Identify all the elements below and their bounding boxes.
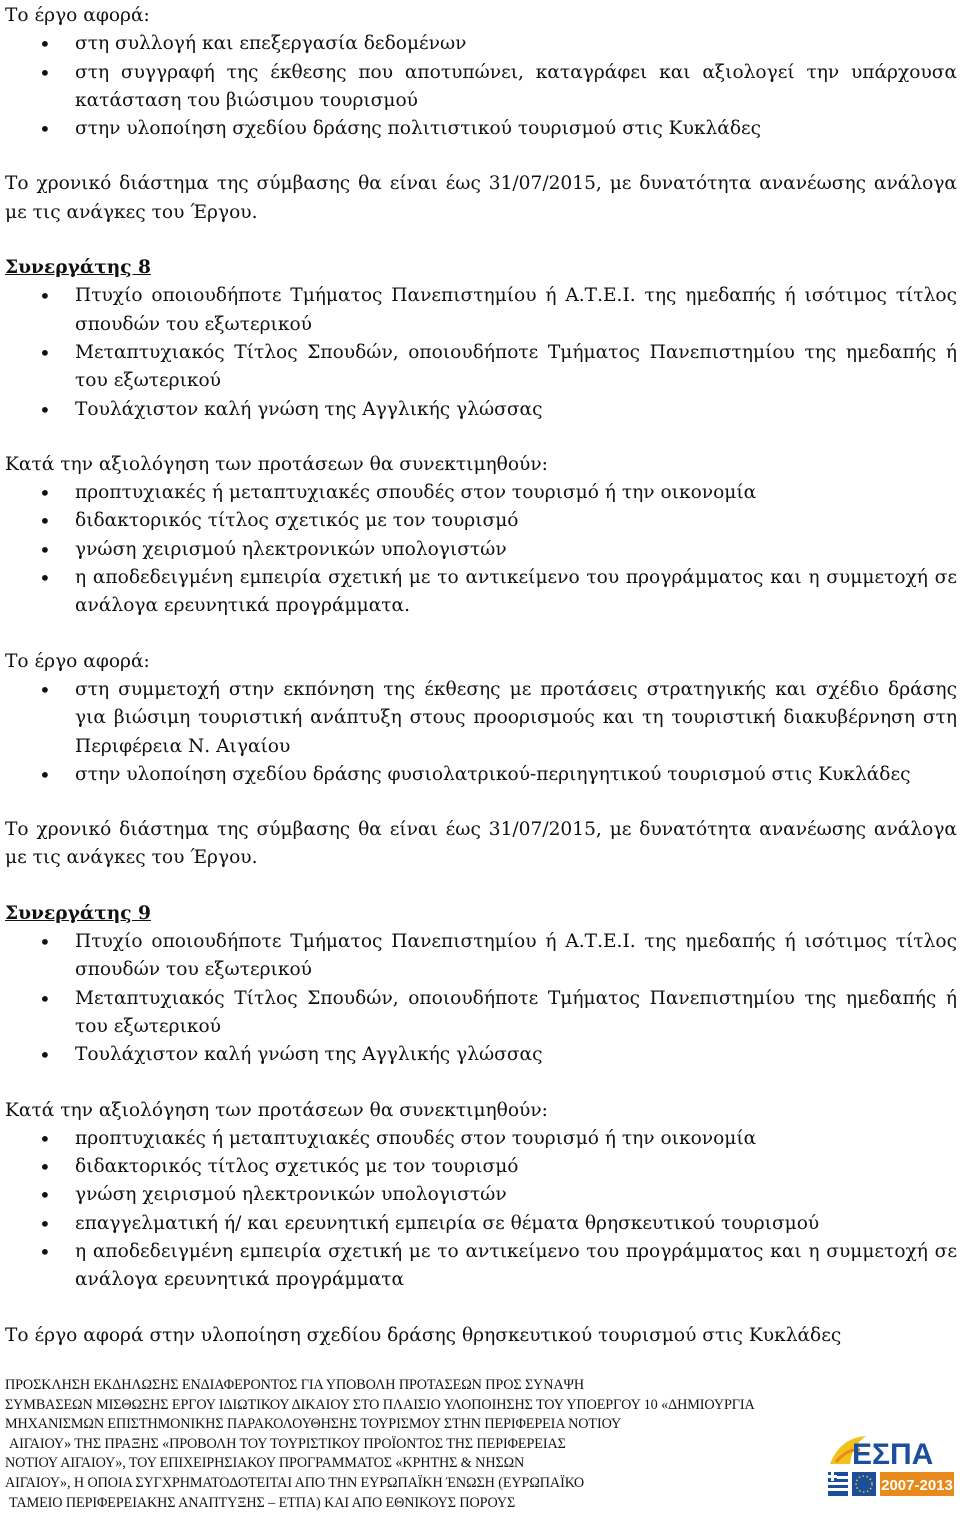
logo-text: ΕΣΠΑ xyxy=(852,1438,934,1471)
evaluation-intro: Κατά την αξιολόγηση των προτάσεων θα συνεκτιμηθούν: xyxy=(5,1099,548,1121)
footer-line: ΠΡΟΣΚΛΗΣΗ ΕΚΔΗΛΩΣΗΣ ΕΝΔΙΑΦΕΡΟΝΤΟΣ ΓΙΑ ΥΠΟΒΟΛΗ ΠΡΟΤΑΣΕΩΝ ΠΡΟΣ ΣΥΝΑΨΗ xyxy=(5,1377,585,1393)
list-item: • η αποδεδειγμένη εμπειρία σχετική με το αντικείμενο του προγράμματος και η συμμετοχή σε ανάλογα ερευνητικά προγράμματα xyxy=(5,1238,957,1295)
duration-paragraph: Το χρονικό διάστημα της σύμβασης θα είναι έως 31/07/2015, με δυνατότητα ανανέωσης ανάλογα με τις ανάγκες του Έργου. xyxy=(5,819,957,869)
list-item: • επαγγελματική ή/ και ερευνητική εμπειρία σε θέματα θρησκευτικού τουρισμού xyxy=(5,1210,957,1238)
list-item: • διδακτορικός τίτλος σχετικός με τον τουρισμό xyxy=(5,1153,957,1181)
list-item: • προπτυχιακές ή μεταπτυχιακές σπουδές στον τουρισμό ή την οικονομία xyxy=(5,1125,957,1153)
task-list-1 xyxy=(5,30,957,143)
footer-line: ΤΑΜΕΙΟ ΠΕΡΙΦΕΡΕΙΑΚΗΣ ΑΝΑΠΤΥΞΗΣ – ΕΤΠΑ) ΚΑΙ ΑΠΟ ΕΘΝΙΚΟΥΣ ΠΟΡΟΥΣ xyxy=(9,1494,516,1511)
list-item: • Τουλάχιστον καλή γνώση της Αγγλικής γλώσσας xyxy=(5,396,957,424)
evaluation-list-9 xyxy=(5,1125,957,1295)
closing-paragraph: Το έργο αφορά στην υλοποίηση σχεδίου δράσης θρησκευτικού τουρισμού στις Κυκλάδες xyxy=(5,1324,842,1346)
section-heading: Συνεργάτης 8 xyxy=(5,257,151,279)
footer-line: ΝΟΤΙΟΥ ΑΙΓΑΙΟΥ», ΤΟΥ ΕΠΙΧΕΙΡΗΣΙΑΚΟΥ ΠΡΟΓΡΑΜΜΑΤΟΣ «ΚΡΗΤΗΣ & ΝΗΣΩΝ xyxy=(5,1455,525,1472)
section-heading: Συνεργάτης 9 xyxy=(5,902,151,924)
evaluation-intro: Κατά την αξιολόγηση των προτάσεων θα συνεκτιμηθούν: xyxy=(5,453,548,475)
list-item: • Μεταπτυχιακός Τίτλος Σπουδών, οποιουδήποτε Τμήματος Πανεπιστημίου της ημεδαπής ή του εξωτερικού xyxy=(5,985,957,1042)
footer-line: ΑΙΓΑΙΟΥ» ΤΗΣ ΠΡΑΞΗΣ «ΠΡΟΒΟΛΗ ΤΟΥ ΤΟΥΡΙΣΤΙΚΟΥ ΠΡΟΪΟΝΤΟΣ ΤΗΣ ΠΕΡΙΦΕΡΕΙΑΣ xyxy=(9,1435,566,1452)
logo-years: 2007-2013 xyxy=(881,1477,953,1494)
list-item: • στη συγγραφή της έκθεσης που αποτυπώνει, καταγράφει και αξιολογεί την υπάρχουσα κατάσταση του βιώσιμου τουρισμού xyxy=(5,59,957,116)
footer-line: ΣΥΜΒΑΣΕΩΝ ΜΙΣΘΩΣΗΣ ΕΡΓΟΥ ΙΔΙΩΤΙΚΟΥ ΔΙΚΑΙΟΥ ΣΤΟ ΠΛΑΙΣΙΟ ΥΛΟΠΟΙΗΣΗΣ ΤΟΥ ΥΠΟΕΡΓΟΥ 10 «ΔΗΜΙΟΥΡΓΙΑ xyxy=(5,1396,755,1413)
task-list-2 xyxy=(5,676,957,789)
footer-line: ΜΗΧΑΝΙΣΜΩΝ ΕΠΙΣΤΗΜΟΝΙΚΗΣ ΠΑΡΑΚΟΛΟΥΘΗΣΗΣ ΤΟΥΡΙΣΜΟΥ ΣΤΗΝ ΠΕΡΙΦΕΡΕΙΑ ΝΟΤΙΟΥ xyxy=(5,1416,622,1433)
intro-text: Το έργο αφορά: xyxy=(5,650,150,672)
list-item: • γνώση χειρισμού ηλεκτρονικών υπολογιστών xyxy=(5,1181,957,1209)
list-item: • Τουλάχιστον καλή γνώση της Αγγλικής γλώσσας xyxy=(5,1041,957,1069)
list-item: • γνώση χειρισμού ηλεκτρονικών υπολογιστών xyxy=(5,536,957,564)
intro-text: Το έργο αφορά: xyxy=(5,5,150,26)
qualifications-list-8 xyxy=(5,282,957,423)
page-footer xyxy=(0,1376,960,1518)
footer-text xyxy=(5,1376,765,1513)
list-item: • στην υλοποίηση σχεδίου δράσης φυσιολατρικού-περιηγητικού τουρισμού στις Κυκλάδες xyxy=(5,761,957,789)
list-item: • διδακτορικός τίτλος σχετικός με τον τουρισμό xyxy=(5,507,957,535)
footer-line: ΑΙΓΑΙΟΥ», Η ΟΠΟΙΑ ΣΥΓΧΡΗΜΑΤΟΔΟΤΕΙΤΑΙ ΑΠΟ ΤΗΝ ΕΥΡΩΠΑΪΚΗ ΈΝΩΣΗ (ΕΥΡΩΠΑΪΚΟ xyxy=(5,1474,585,1491)
espa-logo xyxy=(826,1430,956,1502)
list-item: • η αποδεδειγμένη εμπειρία σχετική με το αντικείμενο του προγράμματος και η συμμετοχή σε ανάλογα ερευνητικά προγράμματα. xyxy=(5,564,957,621)
list-item: • στη συλλογή και επεξεργασία δεδομένων xyxy=(5,30,957,58)
list-item: • στην υλοποίηση σχεδίου δράσης πολιτιστικού τουρισμού στις Κυκλάδες xyxy=(5,115,957,143)
evaluation-list-8 xyxy=(5,479,957,620)
document-body xyxy=(5,0,957,1350)
list-item: • προπτυχιακές ή μεταπτυχιακές σπουδές στον τουρισμό ή την οικονομία xyxy=(5,479,957,507)
list-item: • στη συμμετοχή στην εκπόνηση της έκθεσης με προτάσεις στρατηγικής και σχέδιο δράσης για βιώσιμη τουριστική ανάπτυξη στους προορισμούς και τη τουριστική διακυβέρνηση στη Περιφέρεια Ν. Αιγαίου xyxy=(5,676,957,761)
duration-paragraph: Το χρονικό διάστημα της σύμβασης θα είναι έως 31/07/2015, με δυνατότητα ανανέωσης ανάλογα με τις ανάγκες του Έργου. xyxy=(5,173,957,223)
list-item: • Πτυχίο οποιουδήποτε Τμήματος Πανεπιστημίου ή Α.Τ.Ε.Ι. της ημεδαπής ή ισότιμος τίτλος σπουδών του εξωτερικού xyxy=(5,282,957,339)
qualifications-list-9 xyxy=(5,928,957,1069)
list-item: • Μεταπτυχιακός Τίτλος Σπουδών, οποιουδήποτε Τμήματος Πανεπιστημίου της ημεδαπής ή του εξωτερικού xyxy=(5,339,957,396)
list-item: • Πτυχίο οποιουδήποτε Τμήματος Πανεπιστημίου ή Α.Τ.Ε.Ι. της ημεδαπής ή ισότιμος τίτλος σπουδών του εξωτερικού xyxy=(5,928,957,985)
